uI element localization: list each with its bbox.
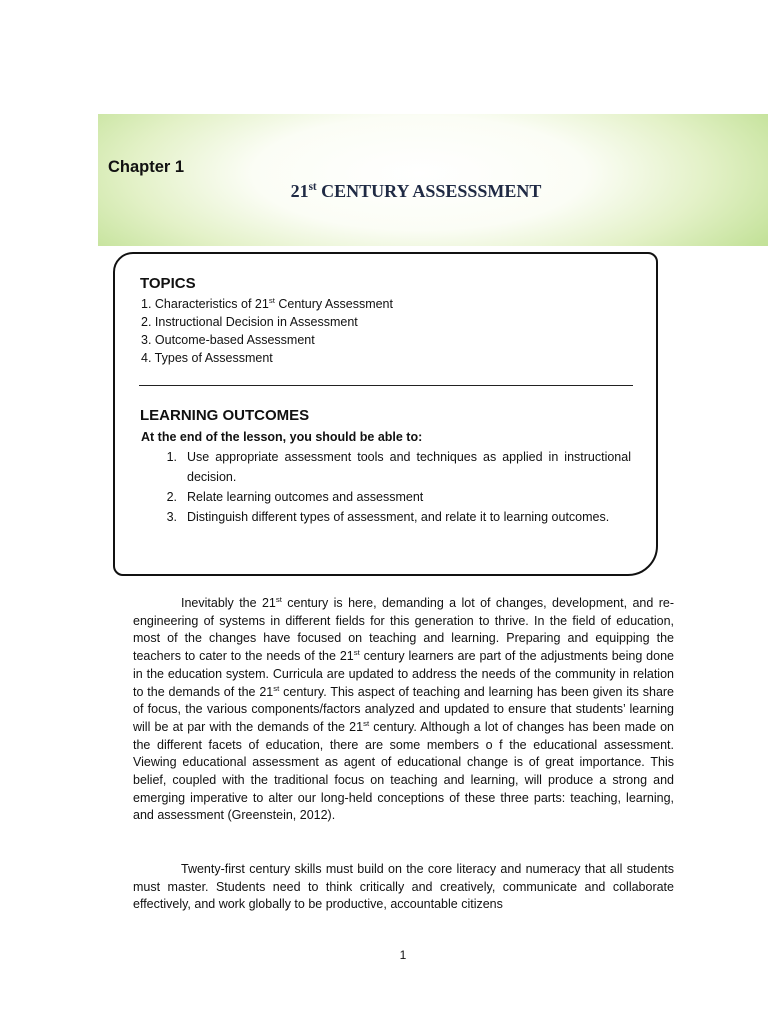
chapter-header-banner <box>98 114 768 246</box>
page-number: 1 <box>399 948 407 962</box>
outcome-item: 1. Use appropriate assessment tools and techniques as applied in instructional decision. <box>166 450 631 484</box>
topic-item: 2. Instructional Decision in Assessment <box>141 315 358 329</box>
body-paragraph: Inevitably the 21st century is here, demanding a lot of changes, development, and re-engineering of systems in different fields for this generation to thrive. In the field of education, most of the changes have focused on teaching and learning. Preparing and equipping the teachers to cater to the needs of the 21st century learners are part of the adjustments being done in the education system. Curricula are updated to address the needs of the community in relation to the demands of the 21st century. This aspect of teaching and learning has been given its share of focus, the various components/factors analyzed and updated to ensure that students’ learning will be at par with the demands of the 21st century. Although a lot of changes has been made on the different facets of education, there are some members o f the educational assessment. Viewing educational assessment as agent of educational change is of great importance. This belief, coupled with the traditional focus on teaching and learning, will produce a strong and emerging imperative to alter our long-held conceptions of these three parts: teaching, learning, and assessment (Greenstein, 2012). <box>133 594 675 823</box>
topic-item: 1. Characteristics of 21st Century Assessment <box>141 295 393 311</box>
learning-outcomes-list <box>141 447 631 527</box>
body-paragraph: Twenty-first century skills must build on the core literacy and numeracy that all students must master. Students need to think critically and creatively, communicate and collaborate effectively, and work globally to be productive, accountable citizens <box>133 862 674 912</box>
chapter-label: Chapter 1 <box>108 158 185 176</box>
chapter-title: 21st CENTURY ASSESSSMENT <box>290 181 542 201</box>
topic-item: 3. Outcome-based Assessment <box>141 333 315 347</box>
learning-outcomes-intro: At the end of the lesson, you should be able to: <box>141 430 423 444</box>
topics-heading: TOPICS <box>140 275 196 292</box>
outcome-item: 2. Relate learning outcomes and assessment <box>166 490 424 504</box>
outcome-item: 3. Distinguish different types of assessment, and relate it to learning outcomes. <box>166 510 610 524</box>
topic-item: 4. Types of Assessment <box>141 351 273 365</box>
learning-outcomes-heading: LEARNING OUTCOMES <box>140 407 310 424</box>
topics-list <box>141 295 393 367</box>
section-divider <box>139 385 633 386</box>
